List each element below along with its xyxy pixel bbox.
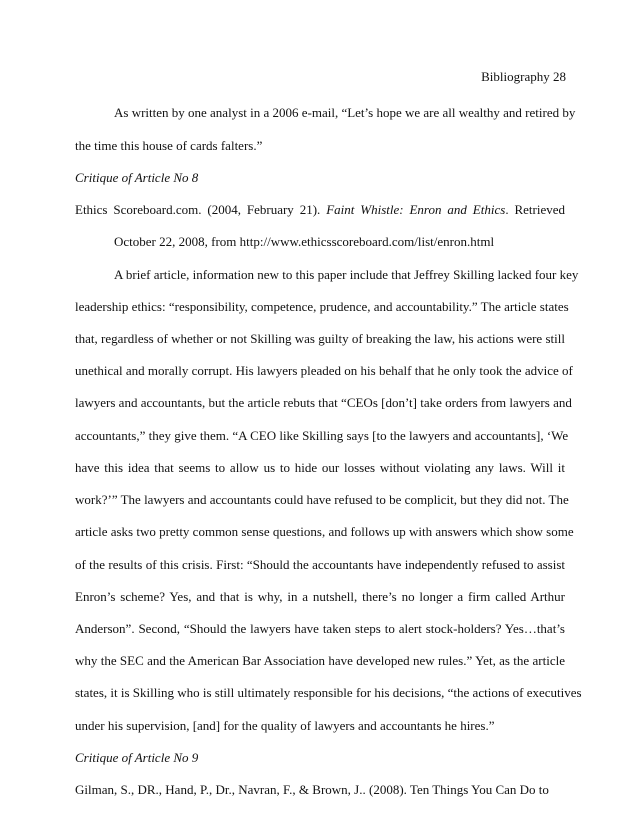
critique-8-citation-line-1 (75, 201, 565, 218)
running-head: Bibliography 28 (481, 69, 566, 84)
critique-8-body-line-9: article asks two pretty common sense questions, and follows up with answers which show some (75, 524, 574, 539)
critique-8-body-line-14: states, it is Skilling who is still ultimately responsible for his decisions, “the actions of executives (75, 685, 582, 700)
critique-8-body-line-5: lawyers and accountants, but the article rebuts that “CEOs [don’t] take orders from lawyers and (75, 395, 572, 410)
critique-9-citation: Gilman, S., DR., Hand, P., Dr., Navran, F., & Brown, J.. (2008). Ten Things You Can Do to (75, 782, 549, 797)
critique-8-body-line-4: unethical and morally corrupt. His lawyers pleaded on his behalf that he only took the advice of (75, 363, 573, 378)
critique-8-body-line-12: Anderson”. Second, “Should the lawyers have taken steps to alert stock-holders? Yes…that’s (75, 621, 565, 636)
critique-8-body-line-13: why the SEC and the American Bar Association have developed new rules.” Yet, as the article (75, 653, 565, 668)
critique-8-body-line-2: leadership ethics: “responsibility, competence, prudence, and accountability.” The article states (75, 299, 569, 314)
critique-8-body-line-10: of the results of this crisis. First: “Should the accountants have independently refused to assist (75, 557, 565, 572)
citation-author-date: Ethics Scoreboard.com. (2004, February 21). (75, 202, 321, 217)
critique-8-body-line-8: work?’” The lawyers and accountants could have refused to be complicit, but they did not. The (75, 492, 569, 507)
critique-9-heading: Critique of Article No 9 (75, 750, 199, 765)
intro-line-1: As written by one analyst in a 2006 e-mail, “Let’s hope we are all wealthy and retired by (114, 105, 576, 120)
critique-8-citation-line-2: October 22, 2008, from http://www.ethicsscoreboard.com/list/enron.html (114, 234, 495, 249)
critique-8-body-line-11: Enron’s scheme? Yes, and that is why, in a nutshell, there’s no longer a firm called Arthur (75, 589, 565, 604)
intro-line-2: the time this house of cards falters.” (75, 138, 263, 153)
critique-8-body-line-6: accountants,” they give them. “A CEO like Skilling says [to the lawyers and accountants], ‘We (75, 428, 569, 443)
critique-8-body-line-1: A brief article, information new to this paper include that Jeffrey Skilling lacked four key (114, 267, 579, 282)
critique-8-body-line-3: that, regardless of whether or not Skilling was guilty of breaking the law, his actions were still (75, 331, 565, 346)
critique-8-body-line-7: have this idea that seems to allow us to hide our losses without violating any laws. Will it (75, 460, 565, 475)
citation-title: Faint Whistle: Enron and Ethics (326, 202, 506, 217)
critique-8-body-line-15: under his supervision, [and] for the quality of lawyers and accountants he hires.” (75, 718, 495, 733)
critique-8-heading: Critique of Article No 8 (75, 170, 199, 185)
citation-end: . Retrieved (505, 202, 565, 217)
